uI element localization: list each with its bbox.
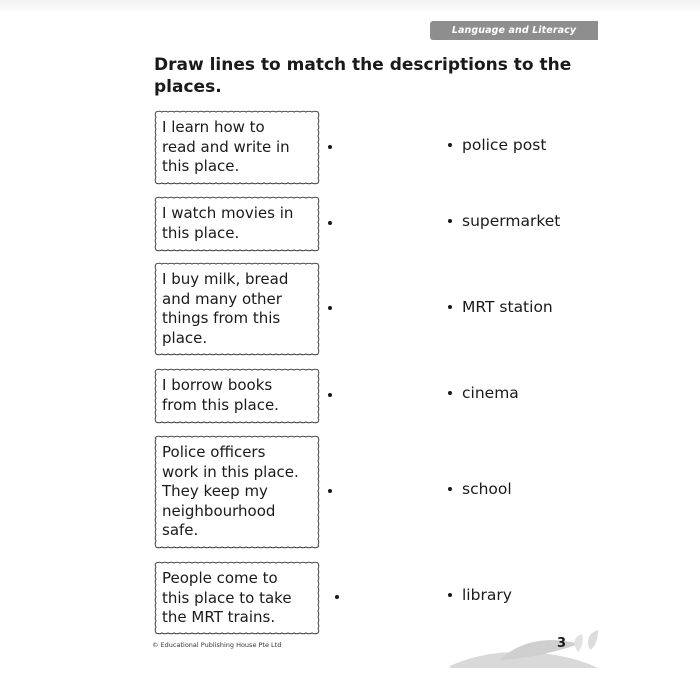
description-box-1 [154, 110, 320, 185]
place-item-school [448, 480, 512, 498]
match-dot-right-1[interactable] [448, 143, 452, 147]
instruction-heading: Draw lines to match the descriptions to the places. [154, 55, 572, 97]
top-strip [0, 0, 700, 14]
match-dot-left-5[interactable] [328, 489, 332, 493]
match-dot-right-3[interactable] [448, 305, 452, 309]
match-dot-left-3[interactable] [328, 306, 332, 310]
description-text-1: I learn how to read and write in this place. [162, 118, 290, 175]
place-label-6: library [462, 586, 512, 604]
match-dot-left-4[interactable] [328, 393, 332, 397]
description-text-3: I buy milk, bread and many other things from this place. [162, 270, 289, 347]
description-box-2 [154, 196, 320, 252]
leaf-decoration-icon [440, 630, 600, 670]
description-text-2: I watch movies in this place. [162, 204, 294, 242]
place-label-4: cinema [462, 384, 519, 402]
section-label: Language and Literacy [451, 25, 577, 36]
place-item-cinema [448, 384, 519, 402]
place-item-supermarket [448, 212, 560, 230]
description-box-3 [154, 262, 320, 356]
place-item-police-post [448, 136, 546, 154]
place-label-3: MRT station [462, 298, 553, 316]
description-box-5 [154, 435, 320, 549]
match-dot-right-2[interactable] [448, 219, 452, 223]
description-box-6 [154, 561, 320, 635]
description-text-5: Police officers work in this place. They keep my neighbourhood safe. [162, 443, 299, 539]
match-dot-left-1[interactable] [328, 145, 332, 149]
place-item-library [448, 586, 512, 604]
place-item-mrt-station [448, 298, 553, 316]
page-number: 3 [557, 636, 567, 651]
match-dot-right-5[interactable] [448, 487, 452, 491]
match-dot-right-6[interactable] [448, 593, 452, 597]
description-text-4: I borrow books from this place. [162, 376, 279, 414]
description-text-6: People come to this place to take the MRT trains. [162, 569, 292, 626]
match-dot-right-4[interactable] [448, 391, 452, 395]
copyright-notice: © Educational Publishing House Pte Ltd [152, 641, 282, 649]
description-box-4 [154, 368, 320, 424]
place-label-2: supermarket [462, 212, 561, 230]
match-dot-left-2[interactable] [328, 221, 332, 225]
section-tab [430, 21, 598, 40]
place-label-1: police post [462, 136, 547, 154]
match-dot-left-6[interactable] [335, 595, 339, 599]
place-label-5: school [462, 480, 512, 498]
